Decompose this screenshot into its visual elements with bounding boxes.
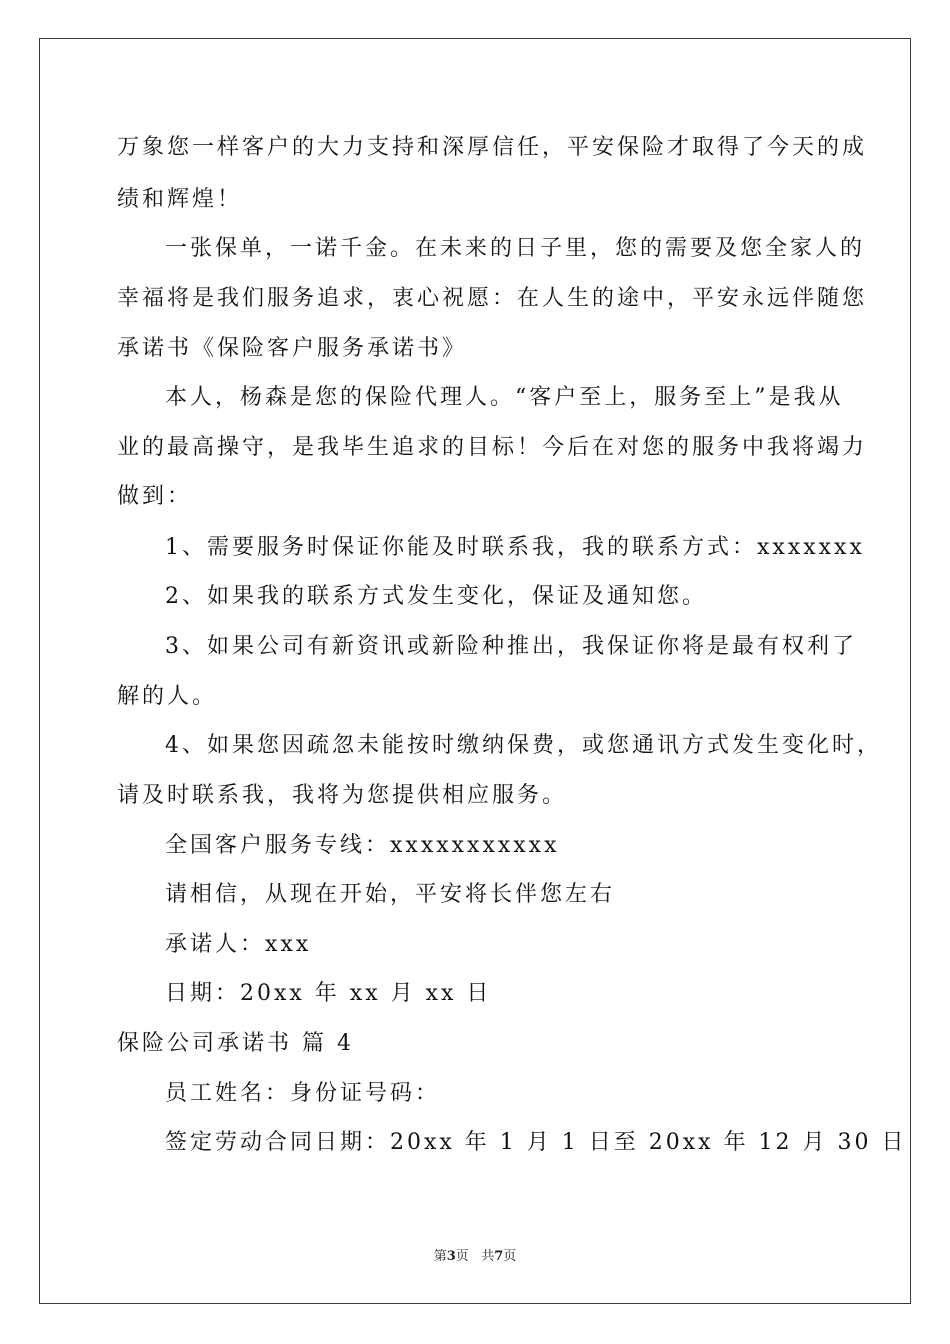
contract-date-field: 签定劳动合同日期：20xx 年 1 月 1 日至 20xx 年 12 月 30 日 bbox=[165, 1130, 907, 1155]
paragraph-line: 业的最高操守，是我毕生追求的目标！今后在对您的服务中我将竭力 bbox=[117, 435, 868, 460]
section-heading: 保险公司承诺书 篇 4 bbox=[117, 1031, 354, 1056]
footer-middle: 页 共 bbox=[455, 1249, 495, 1264]
page-border bbox=[39, 38, 911, 1304]
closing-line: 请相信，从现在开始，平安将长伴您左右 bbox=[165, 882, 616, 907]
list-item-continuation: 请及时联系我，我将为您提供相应服务。 bbox=[117, 783, 568, 808]
service-hotline: 全国客户服务专线：xxxxxxxxxxx bbox=[165, 833, 560, 858]
paragraph-line: 承诺书《保险客户服务承诺书》 bbox=[117, 336, 468, 361]
footer-prefix: 第 bbox=[433, 1249, 447, 1264]
list-item: 4、如果您因疏忽未能按时缴纳保费，或您通讯方式发生变化时， bbox=[165, 733, 882, 758]
current-page-number: 3 bbox=[446, 1249, 456, 1264]
footer-suffix: 页 bbox=[503, 1249, 517, 1264]
paragraph-line: 绩和辉煌！ bbox=[117, 187, 243, 212]
list-item-continuation: 解的人。 bbox=[117, 684, 218, 709]
total-page-count: 7 bbox=[494, 1249, 504, 1264]
paragraph-line: 万象您一样客户的大力支持和深厚信任，平安保险才取得了今天的成 bbox=[117, 135, 868, 160]
list-item: 3、如果公司有新资讯或新险种推出，我保证你将是最有权利了 bbox=[165, 634, 857, 659]
paragraph-line: 本人，杨森是您的保险代理人。“客户至上，服务至上”是我从 bbox=[165, 385, 844, 410]
employee-name-field: 员工姓名：身份证号码： bbox=[165, 1081, 441, 1106]
paragraph-line: 幸福将是我们服务追求，衷心祝愿：在人生的途中，平安永远伴随您 bbox=[117, 286, 868, 311]
signatory: 承诺人：xxx bbox=[165, 932, 312, 957]
list-item: 1、需要服务时保证你能及时联系我，我的联系方式：xxxxxxx bbox=[165, 535, 865, 560]
paragraph-line: 一张保单，一诺千金。在未来的日子里，您的需要及您全家人的 bbox=[165, 236, 866, 261]
list-item: 2、如果我的联系方式发生变化，保证及通知您。 bbox=[165, 584, 707, 609]
page-footer bbox=[0, 1249, 950, 1265]
paragraph-line: 做到： bbox=[117, 484, 193, 509]
date-line: 日期：20xx 年 xx 月 xx 日 bbox=[165, 981, 492, 1006]
